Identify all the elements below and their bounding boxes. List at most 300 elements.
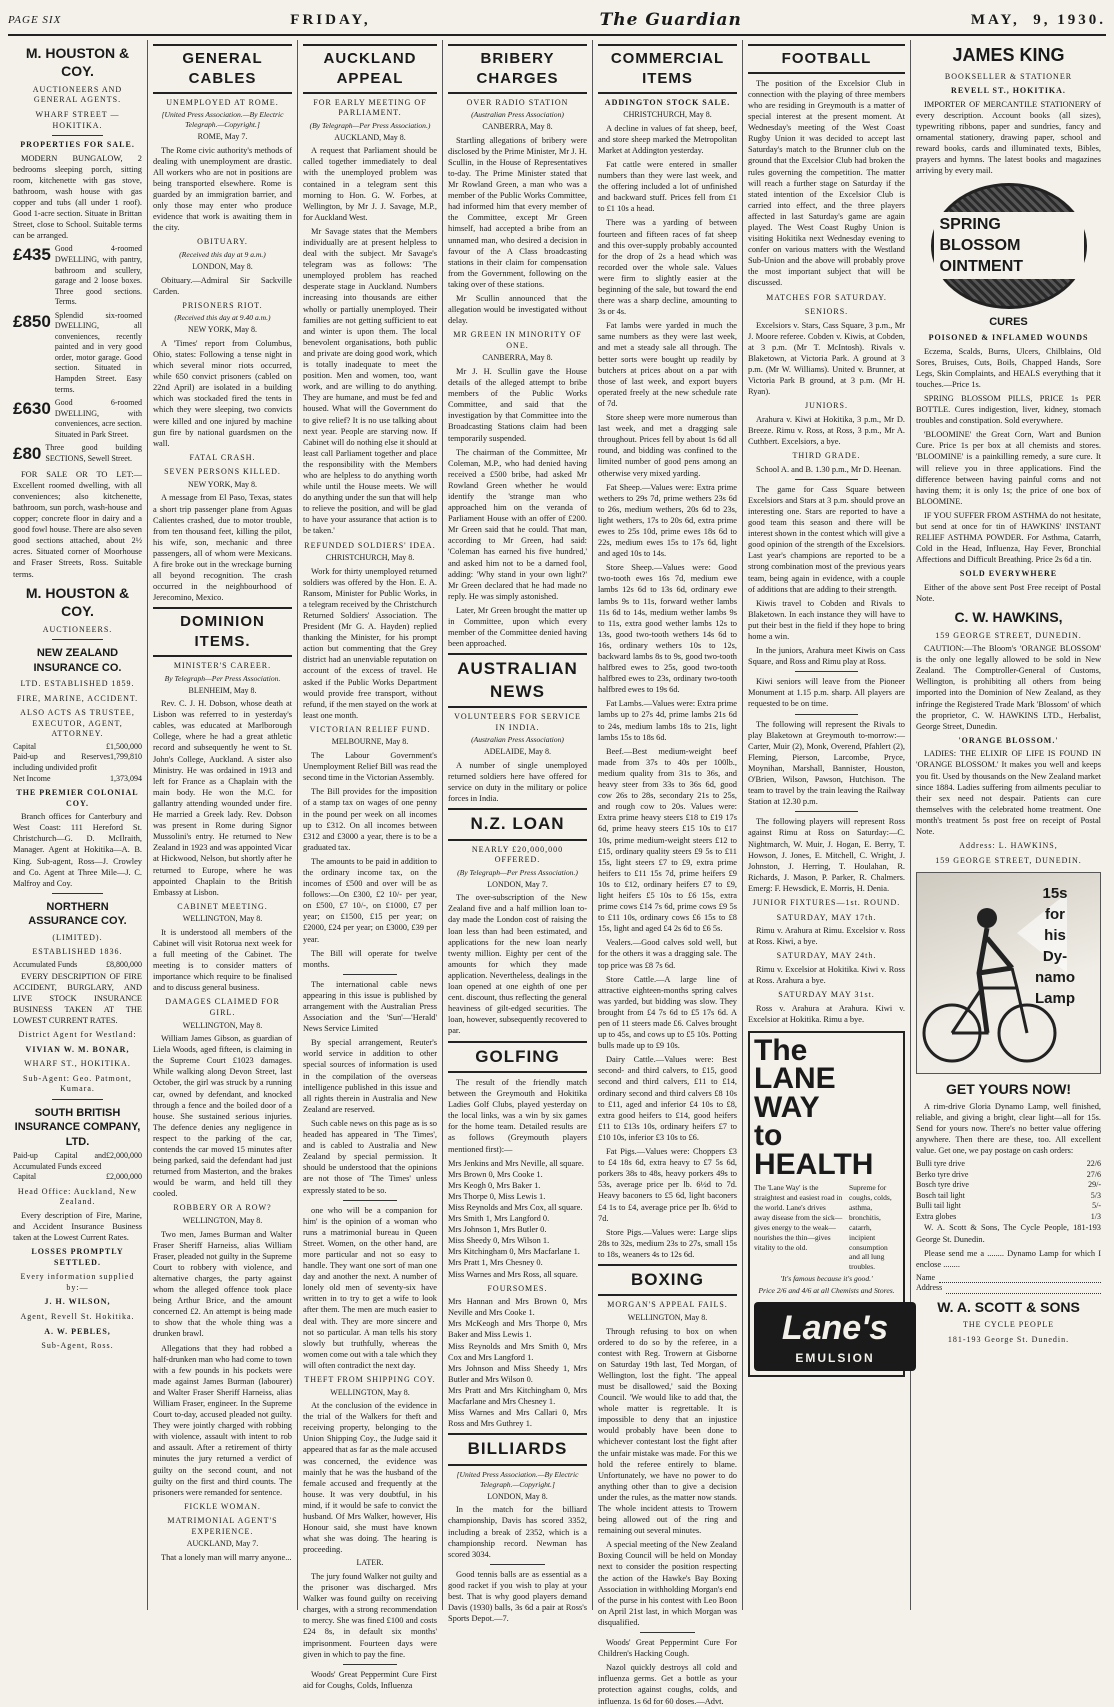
value: 1,373,094 <box>110 773 142 783</box>
nzi-line1: FIRE, MARINE, ACCIDENT. <box>16 693 139 703</box>
james-king-heading: JAMES KING <box>952 45 1065 65</box>
story-text: The Bill will operate for twelve months. <box>303 948 437 969</box>
story-text: A number of single unemployed returned soldiers here have offered for service on duty in the military or police forces in India. <box>448 760 587 804</box>
nac-heading: NORTHERN ASSURANCE COY. <box>28 900 127 928</box>
story-title: MATCHES FOR SATURDAY. <box>766 292 887 302</box>
masthead-date <box>971 12 1106 29</box>
nac-sub-agent: Sub-Agent: Geo. Patmont, Kumara. <box>23 1073 132 1094</box>
story-text: The position of the Excelsior Club in connection with the playing of three members who are residing in Greymouth is a matter of special interest at the present moment. At Wednesday's meeting of the West Coast Rugby Union it was decided to accept last Saturday's match to the Brunner club on the ground that the Excelsior Club had broken the rules governing the competition. The matter will reach a further stage on Saturday if the stated intention of the Excelsior Club is carried into effect, and the three players affected in last Saturday's game are again played. The West Coast Rugby Union is visiting Hokitika next Wednesday evening to confer on various matters with the Westland Sub-Union and the above will probably prove the most important subject that will be discussed. <box>748 78 905 288</box>
order-address-label: Address <box>916 1283 943 1293</box>
story-text: Work for thirty unemployed returned soldiers was offered by the Hon. E. A. Ransom, Minister for Public Works, in a telegram received by the Christchurch Returned Soldiers' Association. The President (Mr G. A. Hayden) replied thanking the Minister, for his prompt action but commenting that the Grey district had an unenviable reputation on account of the excess of travel. He asked if the Public Works Department would provide free transport, without refund, if the men stayed on the work at least one month. <box>303 566 437 720</box>
golf-result-row: Miss Warnes and Mrs Ross, all square. <box>448 1269 578 1279</box>
price-item <box>13 398 142 440</box>
story-text: Store Sheep.—Values were: Good two-tooth ewes 16s 7d, medium ewe lambs 12s 6d to 13s 6d, ordinary ewe lambs 9s to 11s, forward wether lambs 11s 6d to 14s, medium wether lambs 9s to 11s, extra good wether lambs 12s to 13s, good two-tooth wethers 14s 6d to 16s, ordinary wethers 10s to 12s, backward lambs 8s to 9s, good two-tooth halfbred ewes to 25s, good two-tooth halfbred ewes to 23s, ordinary two-tooth halfbred ewes to 19s 6d. <box>598 563 737 695</box>
lane-quote: 'It's famous because it's good.' <box>780 1274 873 1284</box>
lane-logo-sub: EMULSION <box>795 1351 875 1366</box>
sbi-heading: SOUTH BRITISH INSURANCE COMPANY, LTD. <box>14 1106 141 1148</box>
lamp-callout-line: for <box>1045 906 1065 924</box>
lamp-callout-line: namo <box>1034 969 1075 987</box>
golf-foursome-row: Mrs Hannan and Mrs Brown 0, Mrs Neville and Mrs Cooke 1. <box>448 1297 587 1318</box>
divider <box>795 714 858 715</box>
firm-houston-addr: WHARF STREET — HOKITIKA. <box>35 110 120 130</box>
cures-heading: CURES <box>989 315 1028 328</box>
golf-foursomes-title: FOURSOMES. <box>487 1283 548 1293</box>
nz-loan-heading: N.Z. LOAN <box>448 808 587 840</box>
column-7 <box>911 40 1106 1610</box>
cyclist-illustration <box>916 872 1101 1074</box>
story-title: FATAL CRASH. <box>189 452 256 462</box>
price-item-value: 5/- <box>1092 1201 1101 1211</box>
story-title: MR GREEN IN MINORITY OF ONE. <box>453 330 582 350</box>
golf-foursome-row: Miss Warnes and Mrs Callari 0, Mrs Ross and Mrs Guthrey 1. <box>448 1408 587 1429</box>
story-text: Obituary.—Admiral Sir Sackville Carden. <box>153 275 292 296</box>
story-text: In the juniors, Arahura meet Kiwis on Cass Square, and Ross and Rimu play at Ross. <box>748 646 905 667</box>
fixture-date: SATURDAY, MAY 17th. <box>776 912 877 922</box>
divider <box>52 135 104 136</box>
fixture-text: Rimu v. Arahura at Rimu. Excelsior v. Ross at Ross. Kiwi, a bye. <box>748 926 905 947</box>
hawkins-heading: C. W. HAWKINS, <box>954 609 1063 626</box>
story-title: PRISONERS RIOT. <box>182 300 263 310</box>
story-text: one who will be a companion for him' is the opinion of a woman who runs a matrimonial bureau in Queen Street. Women, on the other hand, are more particular and not so easy to handle. They want one sort of man one day and another the next. A number of lonely old men of seventy-six have written in to try to get a wife to look after them. The men are much easier to deal with. They are more sincere and not so particular. A man tells his story slowly but truthfully, whereas the women come out with a tale which they will often contradict the next day. <box>303 1205 437 1370</box>
story-text: A message from El Paso, Texas, states a short trip passenger plane from Aguas Calientes crashed, due to motor trouble, from ten thousand feet, killing the pilot, his wife, son, mechanic and three passengers, all of whom were Mexicans. A fire broke out in the wreckage burning all beyond recognition. The crash occurred in the neighbourhood of Jerecomino, Mexico. <box>153 493 292 603</box>
woods-ad: Woods' Great Peppermint Cure First aid for Coughs, Colds, Influenza <box>303 1669 437 1690</box>
hawkins-addr: 159 GEORGE STREET, DUNEDIN. <box>935 630 1082 640</box>
story-text: In the match for the billiard championship, Davis has scored 3352, including a break of 2352, which is a championship record. Newman has scored 3034. <box>448 1505 587 1559</box>
story-text: Mr Savage states that the Members individually are at present helpless to deal with the subject. Mr Savage's telegram was as follows: 'The unemployed problem has reached desperate stage in Auckland. Numbers increasing into thousands are either wholly or partially unemployed. Their families are not getting sufficient to eat and winter is upon them. The local benevolent organisations, both public and private are doing good work, which is totally inadequate to meet the position. Men and women, too, want work, and are willing to do anything. They are humane, and must be fed and housed. What will the Government do to give relief? It is no use talking about next year. People are starving now. If Cabinet will do nothing else it should at least call Parliament together and place the responsibility with the Members who are helpless to do anything worth while until the House meets. We will do anything under the sun that will help to relieve the position, and will be glad to have your assurance that action is to be taken.' <box>303 226 437 536</box>
story-text: Kiwi seniors will leave from the Pioneer Monument at 1.15 p.m. sharp. All players are requested to be on time. <box>748 677 905 709</box>
story-subtitle: THIRD GRADE. <box>792 451 861 461</box>
firm-houston-sub: AUCTIONEERS AND GENERAL AGENTS. <box>32 84 123 105</box>
price-row <box>916 1159 1101 1170</box>
price-item <box>13 244 142 307</box>
story-text: The Labour Government's Unemployment Relief Bill was read the second time in the Victorian Assembly. <box>303 751 437 783</box>
order-address-row <box>916 1283 1101 1294</box>
divider <box>795 671 858 672</box>
golfing-heading: GOLFING <box>448 1041 587 1073</box>
story-dateline: MELBOURNE, May 8. <box>331 737 409 747</box>
golf-foursome-row: Mrs McKeogh and Mrs Thorpe 0, Mrs Baker and Miss Lewis 1. <box>448 1319 587 1340</box>
story-text: Beef.—Best medium-weight beef made from 37s to 40s per 100lb., medium quality from 31s to 36s, and heavy steer from 33s to 36s 6d, good cow 26s to 28s, secondary 21s to 25s, and rough cow to 20s. Values were: Extra prime heavy steers £18 to £19 17s 6d, prime heavy steers £15 10s to £17 10s, prime medium-weight steers £12 to £15, ordinary quality steers £9 5s to £11 15s, light steers £7 to £9, extra prime heifers to £11 15s 7d, prime heifers £9 10s to £12, ordinary heifers £7 to £9, light heifers £5 10s to £6 15s, extra prime cows £14 7s 6d, prime cows £9 5s to £11 10s, ordinary cows £6 15s to £8 15s, light and aged £4 2s 6d to £6 5s. <box>598 746 737 934</box>
sbi-office: Head Office: Auckland, New Zealand. <box>17 1186 138 1207</box>
golf-result-row: Miss Sheedy 0, Mrs Wilson 1. <box>448 1236 550 1246</box>
ladies-addr2: 159 GEORGE STREET, DUNEDIN. <box>935 855 1082 865</box>
story-text: Arahura v. Kiwi at Hokitika, 3 p.m., Mr D. Breeze. Rimu v. Ross, at Ross, 3 p.m., Mr A. Cuthbert. Excelsiors, a bye. <box>748 414 905 447</box>
nzi-capital-row <box>13 742 142 753</box>
column-4 <box>443 40 593 1624</box>
story-text: Store Cattle.—A large line of attractive eighteen-months spring calves was yarded, but bidding was slow. They brought from £4 7s 6d to £5 17s 6d. A pen of 11 steers made £6. Calves brought up to 45s, and cows up to £5 10s. Potting bulls made up to £9 10s. <box>598 974 737 1051</box>
story-subtitle: MATRIMONIAL AGENT'S EXPERIENCE. <box>167 1516 278 1536</box>
value: 1,799,810 <box>110 752 142 762</box>
price-item-value: 1/3 <box>1090 1211 1101 1221</box>
price-row <box>916 1201 1101 1212</box>
price-amount: £850 <box>13 311 51 331</box>
column-1 <box>8 40 148 1610</box>
sbi-agent2: A. W. PEBLES, <box>44 1326 111 1336</box>
nac-funds-row <box>13 960 142 971</box>
let-text: FOR SALE OR TO LET:—Excellent roomed dwelling, with all conveniences; also kitchenette, bathroom, sun porch, wash-house and copper; concrete floor in dairy and a good fowl house. There are also seven good sections attached, about 2½ acres. Situated corner of Moorhouse and Fraser Streets, Ross. Suitable terms. <box>13 469 142 579</box>
order-form-text: Please send me a ........ Dynamo Lamp for which I enclose ........ <box>916 1248 1101 1269</box>
story-subtitle: ADDINGTON STOCK SALE. <box>604 97 731 107</box>
story-dateline: WELLINGTON, May 8. <box>182 914 263 924</box>
story-title: JUNIOR FIXTURES—1st. ROUND. <box>752 897 901 907</box>
fixture-date: SATURDAY MAY 31st. <box>778 990 875 999</box>
get-yours-text: A rim-drive Gloria Dynamo Lamp, well finished, reliable, and giving a bright, clear light—all for 15s. Send for yours now. There's no better value offering anywhere. Then there are these, too. All excellent value. Get one, we pay postage on cash orders: <box>916 1101 1101 1156</box>
sbi-agent1b: Agent, Revell St. Hokitika. <box>20 1312 135 1321</box>
story-title: DAMAGES CLAIMED FOR GIRL. <box>165 997 280 1017</box>
lane-headline-line: The <box>754 1033 808 1067</box>
golf-result-row: Miss Reynolds and Mrs Cox, all square. <box>448 1202 583 1212</box>
columns <box>8 40 1106 1706</box>
orange-blossom-title: 'ORANGE BLOSSOM.' <box>958 735 1059 745</box>
tennis-ad: Good tennis balls are as essential as a good racket if you wish to play at your best. That is why good players demand Davis (1930) balls, 3s 6d a pair at Ross's Sports Depot.—7. <box>448 1569 587 1624</box>
story-text: Store sheep were more numerous than last week, and met a dragging sale throughout. Prices fell by about 1s 6d all round, and bidding was confined to the limited number of good pens among an otherwise very mixed yarding. <box>598 413 737 478</box>
divider <box>52 893 104 894</box>
fixture-text: Rimu v. Excelsior at Hokitika. Kiwi v. Ross at Ross. Arahura a bye. <box>748 964 905 985</box>
story-title: MINISTER'S CAREER. <box>173 660 272 670</box>
story-text: The game for Cass Square between Excelsiors and Stars at 3 p.m. should prove an interesting one. Stars are reported to have a good team this season and there will be interest shown in the contest which will give a good opinion of the strength of the Excelsiors. Last year's champions are reported to be a strong combination most of the previous years team, being again in evidence, with a couple of additions that are adding to their strength. <box>748 484 905 594</box>
get-yours-heading: GET YOURS NOW! <box>946 1081 1071 1098</box>
story-title: THEFT FROM SHIPPING COY. <box>304 1375 436 1384</box>
label: Capital <box>13 741 37 751</box>
story-text: William James Gibson, as guardian of Liela Woods, aged fifteen, is claiming in the Supreme Court £1023 damages. While walking along Devon Street, last October, the girl was struck by a running car, owned by defendant, and knocked through a fence and the boiled door of a house. She sustained serious injuries. The defence denies any negligence in respect to the parking of the car, contends the car moved 15 minutes after being parked, said the defendant had just returned from Masterton, and the brakes would be warm, and held till they cooled. <box>153 1034 292 1199</box>
golf-result-row: Mrs Jenkins and Mrs Neville, all square. <box>448 1158 584 1168</box>
story-dateline: WELLINGTON, May 8. <box>182 1216 263 1226</box>
price-row <box>916 1212 1101 1223</box>
golf-result-row: Mrs Thorpe 0, Miss Lewis 1. <box>448 1191 546 1201</box>
divider <box>795 811 858 812</box>
sale-text: MODERN BUNGALOW, 2 bedrooms sleeping porch, sitting room, kitchenette with gas stove, bathroom, wash house with gas copper and tubs (all under 1 roof). Good 1-acre section. Situate in Brittan Street, close to School. Suitable terms can be arranged. <box>13 153 142 241</box>
golf-result-row: Mrs Keogh 0, Mrs Baker 1. <box>448 1180 541 1190</box>
golf-foursome-row: Mrs Johnson and Miss Sheedy 1, Mrs Butler and Mrs Wilson 0. <box>448 1363 587 1384</box>
price-item-name: Bulli tail light <box>916 1201 961 1211</box>
james-king-addr: REVELL ST., HOKITIKA. <box>951 86 1066 96</box>
nzi-paid-row <box>13 752 142 773</box>
scott-sub2: 181-193 George St. Dunedin. <box>947 1334 1070 1344</box>
price-item-name: Bulli tyre drive <box>916 1159 965 1169</box>
story-text: The following will represent the Rivals to play Blaketown at Greymouth to-morrow:—Carter, Muir (2), Monk, Overend, Pfahlert (2), Fleming, Pierson, Larcombe, Pryce, Moynihan, Marshall, Bannister, Houston, O'Brien, Wilson, Pawson, Hutchison. The team to travel by the train leaving the Railway Station at 12.30 p.m. <box>748 719 905 807</box>
story-dateline: AUCKLAND, May 8. <box>334 132 406 142</box>
story-text: Through refusing to box on when ordered to do so by the referee, in a contest with Reg. Trowern at Gisborne on Saturday 19th last, Ted Morgan, of Wellington, lost the fight. 'The appeal must be disallowed,' said the Boxing Council. 'We would like to add that, the whole matter is regrettable. It is impossible to deny that an injustice would probably have been done to whichever contestant lost the fight after the unfair mistake was made. For this we hold the referee entirely to blame. Unfortunately, we have no power to do anything other than to give a decision under the rules, as the matter now stands. The whole incident attests to Trowern being allowed out of the ring and remaining out several minutes. <box>598 1326 737 1536</box>
billiards-heading: BILLIARDS <box>448 1433 587 1465</box>
story-text: Vealers.—Good calves sold well, but for the others it was a dragging sale. The top price was £8 7s 6d. <box>598 938 737 970</box>
story-text: Mr Scullin announced that the allegation would be investigated without delay. <box>448 294 587 326</box>
story-source: (By Telegraph—Per Press Association.) <box>309 120 431 130</box>
cable-note: The international cable news appearing in this issue is published by arrangement with the Australian Press Association and the 'Sun'—'Herald' News Service Limited <box>303 979 437 1034</box>
sold-everywhere: SOLD EVERYWHERE <box>959 569 1058 579</box>
story-text: That a lonely man will marry anyone... <box>161 1553 292 1563</box>
divider <box>343 1200 397 1201</box>
nazol-ad: Nazol quickly destroys all cold and influenza germs. Get a bottle as your protection against coughs, colds, and influenza. 1s 6d for 60 doses.—Advt. <box>598 1663 737 1706</box>
value: £2,000,000 <box>106 1151 142 1161</box>
lane-headline-line: HEALTH <box>754 1147 874 1181</box>
golf-foursome-row: Miss Reynolds and Mrs Smith 0, Mrs Cox and Mrs Langford 1. <box>448 1341 587 1362</box>
firm-houston-2: M. HOUSTON & COY. <box>25 584 130 620</box>
lane-headline-line: WAY <box>754 1090 820 1124</box>
story-dateline: WELLINGTON, May 8. <box>182 1020 263 1030</box>
divider <box>490 1564 546 1565</box>
price-amount: £630 <box>13 399 51 419</box>
story-text: Fat lambs were yarded in much the same numbers as they were last week, and met a steady sale all through. The better sorts were bought up readily by butchers at prices about on a par with those of last week, and export buyers operated freely at the new schedule rate of 7d. <box>598 321 737 408</box>
story-text: Mr J. H. Scullin gave the House details of the alleged attempt to bribe members of the Public Works Committee, and said that the investigation by that Committee into the Broadcasting Stations claim had been temporarily suspended. <box>448 366 587 443</box>
sbi-agent1: J. H. WILSON, <box>44 1297 111 1307</box>
lamp-callout-line: Dy- <box>1042 948 1068 966</box>
golf-result-row: Mrs Brown 0, Mrs Cooke 1. <box>448 1169 543 1179</box>
auckland-appeal-heading: AUCKLAND APPEAL <box>303 44 437 94</box>
story-dateline: LONDON, May 7. <box>487 879 548 889</box>
story-text: A request that Parliament should be called together immediately to deal with the unemployed problem was contained in a telegram sent this morning to Hon. G. W. Forbes, at Wellington, by Mr J. J. Savage, M.P., for Auckland West. <box>303 146 437 222</box>
lane-body <box>754 1183 899 1272</box>
nac-text: EVERY DESCRIPTION OF FIRE ACCIDENT, BURGLARY, AND LIVE STOCK INSURANCE BUSINESS TAKEN AT THE LOWEST CURRENT RATES. <box>13 971 142 1025</box>
price-row <box>916 1170 1101 1181</box>
column-6 <box>743 40 911 1610</box>
price-text: Good 4-roomed DWELLING, with pantry, bathroom and scullery, garage and 2 loose boxes. Three good sections. Terms. <box>54 244 142 307</box>
story-text: Store Pigs.—Values were: Large slips 28s to 32s, medium 23s to 27s, small 15s to 18s, weaners 4s to 12s 6d. <box>598 1227 737 1259</box>
story-dateline: BLENHEIM, May 8. <box>188 685 257 695</box>
price-text: Three good building SECTIONS, Sewell Street. <box>45 443 142 463</box>
sbi-agent2b: Sub-Agent, Ross. <box>41 1341 114 1351</box>
price-item-name: Berko tyre drive <box>916 1169 969 1179</box>
lane-price: Price 2/6 and 4/6 at all Chemists and Stores. <box>758 1286 895 1296</box>
blossom-seal-image <box>931 183 1087 309</box>
fixture-date: SATURDAY, MAY 24th. <box>776 951 877 961</box>
story-text: There was a yarding of between fourteen and fifteen races of fat sheep and this over-supply probably accounted for the drop of 2s a head which was recorded over the whole sale. Values were firm to slightly easier at the beginning of the sale, but toward the end there was a sharp decline, amounting to 3s or 4s. <box>598 218 737 317</box>
lamp-callout-line: 15s <box>1042 885 1068 903</box>
story-source: (Received this day at 9 a.m.) <box>179 250 266 260</box>
general-cables-heading: GENERAL CABLES <box>153 44 292 94</box>
story-dateline: NEW YORK, May 8. <box>187 325 258 335</box>
australian-news-heading: AUSTRALIAN NEWS <box>448 653 587 708</box>
cures-sub: POISONED & INFLAMED WOUNDS <box>928 333 1089 343</box>
column-3 <box>298 40 443 1690</box>
bribery-charges-heading: BRIBERY CHARGES <box>448 44 587 94</box>
golf-result-row: Mrs Smith 1, Mrs Langford 0. <box>448 1214 550 1224</box>
cures-text: Eczema, Scalds, Burns, Ulcers, Chilblains, Old Sores, Bruises, Cuts, Boils, Chapped Hands, Sore Legs, Skin Complaints, and HEALS everything that it touches.—Price 1s. <box>916 346 1101 389</box>
story-text: A 'Times' report from Columbus, Ohio, states: Following a tense night in which several minor riots occurred, while 650 convict prisoners (cabled on 22nd April) are isolated in a building which was stockaded fired the tents in which they were sleeping, two convicts were killed and one injured by machine gun fire by national guardsmen on the wall. <box>153 338 292 448</box>
story-title: VICTORIAN RELIEF FUND. <box>309 724 431 734</box>
story-source: [United Press Association.—By Electric Telegraph.—Copyright.] <box>161 110 284 130</box>
divider <box>640 1632 696 1633</box>
story-text: Two men, James Burman and Walter Fraser Sheriff Harneiss, alias William Fraser, pleaded not guilty in the Supreme Court to robbery with violence, and alternative charges, the party against whom the alleged offence took place being Arthur Brice, and the amount concerned £2. An attempt is being made to show that the whole thing was a drunken brawl. <box>153 1229 292 1339</box>
sale-heading: PROPERTIES FOR SALE. <box>20 140 135 150</box>
column-2 <box>148 40 298 1610</box>
blossom-seal-text: SPRING BLOSSOM OINTMENT <box>934 212 1084 279</box>
sbi-losses: LOSSES PROMPTLY SETTLED. <box>31 1247 124 1267</box>
masthead-month: MAY, <box>970 11 1020 28</box>
divider <box>795 479 858 480</box>
nzi-line2: ALSO ACTS AS TRUSTEE, EXECUTOR, AGENT, ATTORNEY. <box>20 708 135 739</box>
story-dateline: CHRISTCHURCH, May 8. <box>623 110 712 120</box>
story-text: The amounts to be paid in addition to the ordinary income tax, on the incomes of £500 and over will be as follows:—On £300, £2 10/- per year, on £500, £7 10/-, on £1000, £7 per year; on £1500, £15 per year; on £2000, £24 per year; on £3000, £39 per year. <box>303 856 437 944</box>
scott-heading: W. A. SCOTT & SONS <box>937 1298 1080 1315</box>
woods-ad: Woods' Great Peppermint Cure For Children's Hacking Cough. <box>598 1638 737 1659</box>
price-row <box>916 1191 1101 1202</box>
price-text: Good 6-roomed DWELLING, with conveniences, acre section. Situated in Park Street. <box>54 398 142 439</box>
story-text: Dairy Cattle.—Values were: Best second- and third calvers, to £15, good second and third calvers, £11 to £14, ordinary second and third calvers £8 10s to £11, aged and inferior £4 10s to £8, extra good heifers to £14, good heifers £11 to £13s 10s, ordinary heifers £7 to £10 10s, inferior £3 10s to £6. <box>598 1055 737 1142</box>
story-title: OVER RADIO STATION <box>466 97 569 107</box>
story-title: ROBBERY OR A ROW? <box>173 1203 272 1213</box>
lane-headline-line: LANE <box>754 1062 836 1096</box>
order-address-line <box>946 1283 1101 1294</box>
nac-agent: VIVIAN W. M. BONAR, <box>25 1044 130 1054</box>
lamp-callout-line: Lamp <box>1034 990 1075 1008</box>
story-text: Fat Sheep.—Values were: Extra prime wethers to 29s 7d, prime wethers 23s 6d to 26s, medium wethers, 20s 6d to 23s, light wethers, 17s to 20s 6d, extra prime ewes to 25s 10d, prime ewes 18s 6d to 22s, medium ewes 15s to 17s 6d, light and aged 10s to 14s. <box>598 482 737 559</box>
price-item <box>13 443 142 465</box>
story-text: Fat Pigs.—Values were: Choppers £3 to £4 18s 6d, extra heavy to £7 5s 6d, porkers 38s to 48s, heavy porkers 49s to 53s, average price per lb. 6½d to 7d. Heavy baconers to £5 6d, light baconers £4 1s to £4, average price per lb. 6½d to 7d. <box>598 1147 737 1223</box>
story-dateline: ADELAIDE, May 8. <box>483 747 552 757</box>
story-text: Kiwis travel to Cobden and Rivals to Blaketown. In each instance they will have to put their best in the field if they hope to bring home a win. <box>748 598 905 642</box>
lane-headline-line: to <box>754 1119 783 1153</box>
price-item-value: 29/- <box>1088 1180 1101 1190</box>
story-source: (Received this day at 9.40 a.m.) <box>174 313 271 323</box>
price-amount: £80 <box>13 444 42 464</box>
nac-ltd: (LIMITED). <box>52 932 103 942</box>
story-text: A special meeting of the New Zealand Boxing Council will be held on Monday next to consider the position respecting the action of the Hawke's Bay Boxing Association in withholding Morgan's end of the purse in his contest with Leo Boon on April 21st last, in which Morgan was disqualified. <box>598 1540 737 1627</box>
sbi-text: Every description of Fire, Marine, and Accident Insurance Business taken at the Lowest Current Rates. <box>13 1210 142 1243</box>
story-source: (Australian Press Association) <box>471 110 564 120</box>
firm-houston-2-sub: AUCTIONEERS. <box>42 624 113 634</box>
story-subtitle: SEVEN PERSONS KILLED. <box>164 467 281 477</box>
story-dateline: AUCKLAND, May 7. <box>186 1539 259 1549</box>
fixture-text: Ross v. Arahura at Arahura. Kiwi v. Excelsior at Hokitika. Rimu a bye. <box>748 1003 905 1024</box>
story-source: (Australian Press Association) <box>471 735 564 745</box>
firm-houston: M. HOUSTON & COY. <box>25 45 130 80</box>
label: Paid-up Capital and Accumulated Funds exceed <box>13 1151 106 1171</box>
story-title: OBITUARY. <box>197 237 248 247</box>
story-dateline: CANBERRA, May 8. <box>482 353 553 363</box>
story-source: [United Press Association.—By Electric Telegraph.—Copyright.] <box>456 1469 579 1489</box>
price-item-name: Extra globes <box>916 1211 957 1221</box>
price-item-value: 5/3 <box>1090 1190 1101 1200</box>
story-text: The Rome civic authority's methods of dealing with unemployment are drastic. All workers who are not in positions are being transported elsewhere. Rome is guarded by an immigration barrier, and only those may enter who produce evidence that work is awaiting them in the city. <box>153 145 292 233</box>
nzi-income-row <box>13 774 142 785</box>
nzi-heading: NEW ZEALAND INSURANCE CO. <box>33 647 122 674</box>
james-king-text: IMPORTER OF MERCANTILE STATIONERY of every description. Account books (all sizes), typewriting ribbons, paper and sundries, fancy and ornamental stationery, drawing paper, school and reward books, cards and illuminated texts, Bibles, prayers and hymns. The latest books and magazines arriving by every mail. <box>916 99 1101 176</box>
story-title: CABINET MEETING. <box>177 901 268 911</box>
story-text: It is understood all members of the Cabinet will visit Rotorua next week for a full meeting of the Cabinet. The meeting is to consider matters of importance which require to be finalised and to discuss general business. <box>153 927 292 993</box>
story-text: A decline in values of fat sheep, beef, and store sheep marked the Metropolitan Market at Addington yesterday. <box>598 123 737 155</box>
label: Net Income <box>13 773 51 783</box>
price-item-value: 27/6 <box>1086 1169 1101 1179</box>
divider <box>52 1099 104 1100</box>
lamp-price-callout <box>1020 883 1090 1009</box>
boxing-heading: BOXING <box>598 1264 737 1296</box>
value: £2,000,000 <box>106 1172 142 1182</box>
story-subtitle: SENIORS. <box>804 307 849 317</box>
bloomine-text: 'BLOOMINE' the Great Corn, Wart and Bunion Cure. Price 1s per box at all chemists and stores. 'BLOOMINE' is a painkilling remedy, a sure cure. It will relieve you in three applications. Find the difference between having painful corns and not having them; it is only 1s; the price of one box of BLOOMINE. <box>916 430 1101 506</box>
story-text: Startling allegations of bribery were disclosed by the Prime Minister, Mr J. H. Scullin, in the House of Representatives to-day. The Prime Minister stated that Mr Rowland Green, a man who was a member of the Public Works Committee, had informed him that every member of the Committee, except Mr Green himself, had accepted a bribe from an unnamed man, who desired a decision in favour of the A Class broadcasting stations in their claim for compensation from the Government, following on the taking over of these stations. <box>448 135 587 289</box>
divider <box>52 639 104 640</box>
sbi-info: Every information supplied by:— <box>20 1272 135 1292</box>
golf-result-row: Mrs Kitchingham 0, Mrs Macfarlane 1. <box>448 1247 580 1257</box>
page-number: PAGE SIX <box>8 14 62 26</box>
story-text: The chairman of the Committee, Mr Coleman, M.P., who had denied having received a £500 bribe, had asked Mr Rowland Green whether he would identify the 'strange man who approached him on the veranda of Parliament House with an offer of £200. Mr Green said that he could. That man, according to Mr Green, had said: 'Coleman has earned his five hundred,' and asked him not to be a darned fool, adding: 'Why stand in your own light?' Mr Green declared that he had made no reply. He was simply astonished. <box>448 447 587 601</box>
story-subtitle: JUNIORS. <box>805 401 848 411</box>
lane-headline <box>754 1033 899 1181</box>
story-text: Fat cattle were entered in smaller numbers than they were last week, and the offering included a lot of unfinished and backward stuff. Prices fell from £1 to £1 10s a head. <box>598 159 737 214</box>
divider <box>343 974 397 975</box>
sbi-capital-row <box>13 1172 142 1183</box>
price-row <box>916 1180 1101 1191</box>
james-king-sub: BOOKSELLER & STATIONER <box>944 71 1073 81</box>
masthead <box>8 6 1106 36</box>
story-source: By Telegraph—Per Press Association. <box>164 673 281 683</box>
lane-text: Supreme for coughs, colds, asthma, bronchitis, catarrh, incipient consumption and all lung troubles. <box>848 1183 892 1272</box>
story-dateline: LONDON, May 8. <box>487 1491 548 1501</box>
value: £1,500,000 <box>106 741 142 751</box>
story-text: Excelsiors v. Stars, Cass Square, 3 p.m., Mr J. Moore referee. Cobden v. Kiwis, at Cobden, at 3 p.m. (Mr T. McIntosh). Rivals v. Blaketown, at Victoria Park. A ground at 3 p.m. (Mr W. Williams). United v. Brunner, at Victoria Park B ground, at 3 p.m. (Mr H. Ryan). <box>748 320 905 397</box>
price-table <box>916 1159 1101 1222</box>
nzi-colonial: THE PREMIER COLONIAL COY. <box>16 788 139 808</box>
nac-agent-label: District Agent for Westland: <box>18 1029 137 1039</box>
nac-est: ESTABLISHED 1836. <box>32 947 123 957</box>
asthma-text: IF YOU SUFFER FROM ASTHMA do not hesitate, but send at once for tin of HAWKINS' INSTANT RELIEF ASTHMA POWDER. For Asthma, Catarrh, Cold in the Head, Influenza, Hay Fever, Bronchial Affections and Difficult Breathing. Price 2s 6d a tin. <box>916 510 1101 565</box>
lamp-callout-line: his <box>1044 927 1066 945</box>
football-heading: FOOTBALL <box>748 44 905 74</box>
order-name-label: Name <box>916 1272 936 1282</box>
story-dateline: CHRISTCHURCH, May 8. <box>325 553 415 563</box>
nac-agent-addr: WHARF ST., HOKITIKA. <box>24 1059 131 1069</box>
column-5 <box>593 40 743 1706</box>
story-text: The result of the friendly match between the Greymouth and Hokitika Ladies Golf Clubs, played yesterday on the local links, was a win by six games for the home team. Detailed results are as follows (Greymouth players mentioned first):— <box>448 1077 587 1154</box>
sbi-paid-row <box>13 1151 142 1172</box>
pills-text: SPRING BLOSSOM PILLS, PRICE 1s PER BOTTLE. Cures indigestion, liver, kidney, stomach troubles and constipation. Sold everywhere. <box>916 393 1101 426</box>
label: Capital <box>13 1172 37 1182</box>
golf-foursome-row: Mrs Pratt and Mrs Kitchingham 0, Mrs Macfarlane and Mrs Chesney 1. <box>448 1385 587 1407</box>
masthead-date-num: 9, 1930. <box>1033 11 1106 28</box>
story-text: The following players will represent Ross against Rimu at Ross on Saturday:—C. Nightmarch, W. Muir, J. Hogan, E. Berry, T. Howson, J. Jones, E. Mitchell, C. Wright, J. Johnston, J. Herring, T. Houlahan, R. Richards, J. Mason, P. Parker, R. Chalmers. Emerg: F. Hewsdick, E. Morris, H. Denia. <box>748 817 905 893</box>
story-text: Rev. C. J. H. Dobson, whose death at Lisbon was referred to in yesterday's cables, was educated at Marlborough College, where he had a great athletic record and subsequently he went to St. John's College, Auckland. A sister also Ministry. He was ordained in 1913 and left for France as a Chaplain with the main body. He won the M.C. for gallantry attending wounded under fire. He married a Greek lady. Rev. Dobson was present in Rome during Signor Mussolini's entry. He returned to New Zealand in 1923 and was appointed Vicar at Hickwood, Nelson, but shortly after he returned to Europe, where he was appointed Chaplain to the British Embassy at Lisbon. <box>153 699 292 897</box>
story-title: FICKLE WOMAN. <box>184 1501 261 1511</box>
divider <box>343 1664 397 1665</box>
story-text: The jury found Walker not guilty and the prisoner was discharged. Mrs Walker was found guilty on receiving charges, with a strong recommendation to mercy. She was fined £100 and costs £24 8s, in default six months' imprisonment. Fourteen days were given in which to pay the fine. <box>303 1571 437 1659</box>
cable-note: By special arrangement, Reuter's world service in addition to other special sources of information is used in the compilation of the overseas intelligence published in this issue and all rights therein in Australia and New Zealand are reserved. <box>303 1038 437 1114</box>
order-name-row <box>916 1273 1101 1284</box>
story-source: (By Telegraph—Per Press Association.) <box>457 867 578 877</box>
price-item-name: Bosch tyre drive <box>916 1180 969 1190</box>
story-dateline: LONDON, May 8. <box>192 262 253 272</box>
label: Accumulated Funds <box>13 959 78 969</box>
story-dateline: WELLINGTON, May 8. <box>627 1312 708 1322</box>
price-item-name: Bosch tail light <box>916 1190 965 1200</box>
ladies-addr: Address: L. HAWKINS, <box>959 841 1058 851</box>
golf-foursomes <box>448 1296 587 1429</box>
price-text: Splendid six-roomed DWELLING, all conveniences, recently painted and in very good order, motor garage. Good section. Situated in Hampden Street. Easy terms. <box>54 310 142 394</box>
order-name-line <box>939 1273 1101 1284</box>
golf-result-row: Mrs Pratt 1, Mrs Chesney 0. <box>448 1258 543 1268</box>
price-amount: £435 <box>13 245 51 265</box>
value: £8,800,000 <box>106 959 142 969</box>
sold-text: Either of the above sent Post Free receipt of Postal Note. <box>916 582 1101 603</box>
story-text: The Bill provides for the imposition of a stamp tax on wages of one penny in the pound per week on all incomes up to £312. On all incomes between £312 and £3000 a year, there is to be a graduated tax. <box>303 787 437 852</box>
story-title: MORGAN'S APPEAL FAILS. <box>607 1300 728 1310</box>
story-dateline: CANBERRA, May 8. <box>482 122 553 132</box>
price-item-value: 22/6 <box>1086 1159 1101 1169</box>
story-title: FOR EARLY MEETING OF PARLIAMENT. <box>313 97 427 118</box>
story-text: Allegations that they had robbed a half-drunken man who had come to town with a few pounds in his pockets were made against James Burman (labourer) and Walter Fraser Sheriff Harneiss, alias William Fraser, engineer. In the Supreme Court to-day, accused pleaded not guilty. They were jointly charged with robbing with violence, assault with intent to rob and assault. After a retirement of thirty minutes the jury returned a verdict of guilty on the second count, and not guilty on the first and third counts. The prisoners were remanded for sentence. <box>153 1343 292 1497</box>
story-dateline: NEW YORK, May 8. <box>187 479 258 489</box>
story-dateline: WELLINGTON, May 8. <box>330 1387 410 1397</box>
caution-text: CAUTION:—The Bloom's 'ORANGE BLOSSOM' is the only one legally allowed to be sold in New Zealand. The Comptroller-General of Customs, Wellington, is prohibiting all others from being imported into the Dominion of New Zealand, as they infringe the Registered Trade Mark 'Blossom' of which the proprietor, C. W. HAWKINS LTD., Herbalist, George Street, Dunedin. <box>916 644 1101 731</box>
story-text: Fat Lambs.—Values were: Extra prime lambs up to 27s 4d, prime lambs 21s 6d to 24s, medium lambs 18s to 21s, light lambs 15s to 18s 6d. <box>598 699 737 742</box>
story-later: LATER. <box>356 1558 384 1568</box>
masthead-day: FRIDAY, <box>290 11 371 28</box>
ladies-text: LADIES: THE ELIXIR OF LIFE IS FOUND IN 'ORANGE BLOSSOM.' It makes you well and keeps you fit. Used by thousands on the New Zealand market since 1884. Ladies suffering from ailments peculiar to their sex need not despair. Patients can cure themselves with the celebrated home treatment. One month's treatment 5s post free on receipt of Postal Note. <box>916 749 1101 837</box>
lane-logo-text: Lane's <box>781 1309 889 1348</box>
story-dateline: ROME, May 7. <box>197 132 248 142</box>
label: Paid-up and Reserves including undivided profit <box>13 752 110 772</box>
story-title: REFUNDED SOLDIERS' IDEA. <box>304 540 436 550</box>
golf-result-row: Mrs Johnson 1, Mrs Butler 0. <box>448 1225 547 1235</box>
